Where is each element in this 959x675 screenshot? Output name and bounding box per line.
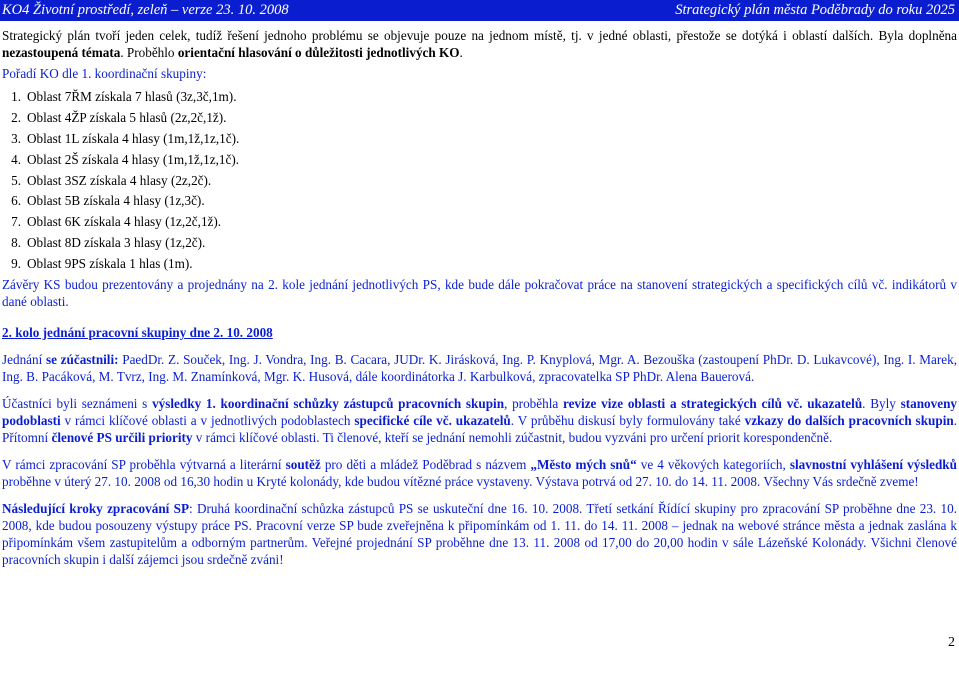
results-segment: . Byly bbox=[862, 396, 901, 412]
ranking-number: 9. bbox=[11, 256, 21, 272]
ranking-item bbox=[2, 88, 957, 105]
contest-segment: ve 4 věkových kategoriích, bbox=[636, 457, 790, 473]
attendees-paragraph bbox=[2, 351, 957, 385]
results-segment: výsledky 1. koordinační schůzky zástupců pracovních skupin bbox=[152, 396, 505, 412]
ranking-text: Oblast 2Š získala 4 hlasy (1m,1ž,1z,1č). bbox=[27, 151, 240, 167]
ranking-text: Oblast 1L získala 4 hlasy (1m,1ž,1z,1č). bbox=[27, 130, 240, 146]
contest-segment: soutěž bbox=[285, 457, 321, 473]
next-steps-paragraph bbox=[2, 500, 957, 568]
ranking-text: Oblast 8D získala 3 hlasy (1z,2č). bbox=[27, 235, 206, 251]
next-steps-segment: : Druhá koordinační schůzka zástupců PS se uskuteční dne 16. 10. 2008. Třetí setkání Řídící skupiny pro zpracování SP proběhne dne 23. 10. 2008, kde budou posouzeny výstupy práce PS. Pracovní verze SP bude zveřejněna k připomínkám od 1. 11. do 14. 11. 2008 – jednak na webové stránce města a jednak zaslána k připomínkám všem zastupitelům a odborným partnerům. Veřejné projednání SP proběhne dne 13. 11. 2008 od 17,00 do 20,00 hodin v sále Lázeňské Kolonády. Všichni členové pracovních skupin i další zájemci jsou srdečně zváni! bbox=[2, 501, 958, 568]
ranking-text: Oblast 3SZ získala 4 hlasy (2z,2č). bbox=[27, 172, 212, 188]
header-document-title: KO4 Životní prostředí, zeleň – verze 23. 10. 2008 bbox=[2, 2, 289, 18]
ranking-list bbox=[2, 88, 957, 272]
attendees-lead: Jednání bbox=[2, 352, 46, 368]
results-segment: v rámci klíčové oblasti. Ti členové, kteří se jednání nemohli zúčastnit, budou vyzváni pro určení priorit korespondenčně. bbox=[192, 430, 833, 446]
ranking-text: Oblast 6K získala 4 hlasy (1z,2č,1ž). bbox=[27, 214, 222, 230]
ranking-item bbox=[2, 130, 957, 147]
results-segment: stanoveny podoblasti bbox=[2, 396, 957, 429]
attendees-label: se zúčastnili: bbox=[45, 352, 119, 368]
ranking-item bbox=[2, 192, 957, 209]
results-segment: členové PS určili priority bbox=[51, 430, 193, 446]
results-segment: . V průběhu diskusí byly formulovány také bbox=[510, 413, 745, 429]
results-segment: , proběhla bbox=[504, 396, 563, 412]
ranking-item bbox=[2, 255, 957, 272]
header-plan-title: Strategický plán města Poděbrady do roku 2025 bbox=[675, 2, 955, 18]
intro-sentence-2a: Byla doplněna bbox=[878, 28, 957, 43]
ranking-number: 6. bbox=[11, 193, 21, 209]
ranking-number: 8. bbox=[11, 235, 21, 251]
contest-segment: pro děti a mládež Poděbrad s názvem bbox=[320, 457, 531, 473]
ranking-item bbox=[2, 172, 957, 189]
conclusions-paragraph: Závěry KS budou prezentovány a projednány na 2. kole jednání jednotlivých PS, kde bude dále pokračovat práce na stanovení strategických a specifických cílů vč. indikátorů v dané oblasti. bbox=[2, 277, 957, 310]
ranking-number: 3. bbox=[11, 130, 21, 146]
page-number: 2 bbox=[948, 635, 955, 650]
intro-sentence-2b: nezastoupená témata bbox=[2, 45, 121, 60]
document-body bbox=[2, 27, 957, 568]
contest-segment: slavnostní vyhlášení výsledků bbox=[789, 457, 957, 473]
ranking-text: Oblast 5B získala 4 hlasy (1z,3č). bbox=[27, 193, 205, 209]
ranking-number: 4. bbox=[11, 151, 21, 167]
results-segment: vzkazy do dalších pracovních skupin bbox=[744, 413, 954, 429]
results-paragraph bbox=[2, 395, 957, 446]
results-segment: specifické cíle vč. ukazatelů bbox=[354, 413, 511, 429]
ranking-number: 7. bbox=[11, 214, 21, 230]
results-segment: Účastníci byli seznámeni s bbox=[2, 396, 153, 412]
intro-sentence-2d: orientační hlasování o důležitosti jednotlivých KO bbox=[177, 45, 460, 60]
intro-line: Strategický plán tvoří jeden celek, tudíž řešení jednoho problému se objevuje pouze na jednom místě, tj. v jedné oblasti, přestože se dotýká i oblastí dalších. bbox=[2, 28, 874, 43]
meeting-heading: 2. kolo jednání pracovní skupiny dne 2. 10. 2008 bbox=[2, 325, 273, 341]
results-segment: revize vize oblasti a strategických cílů vč. ukazatelů bbox=[562, 396, 863, 412]
ranking-text: Oblast 7ŘM získala 7 hlasů (3z,3č,1m). bbox=[27, 89, 237, 104]
ranking-item bbox=[2, 109, 957, 126]
ranking-text: Oblast 9PS získala 1 hlas (1m). bbox=[27, 256, 193, 272]
intro-sentence-2c: . Proběhlo bbox=[120, 45, 178, 60]
order-heading: Pořadí KO dle 1. koordinační skupiny: bbox=[2, 66, 207, 81]
intro-sentence-2e: . bbox=[459, 45, 463, 60]
contest-paragraph bbox=[2, 456, 957, 490]
next-steps-segment: Následující kroky zpracování SP bbox=[2, 501, 190, 517]
intro-paragraph bbox=[2, 27, 957, 61]
results-segment: . Přítomní bbox=[2, 413, 957, 446]
page-header bbox=[0, 0, 959, 21]
ranking-item bbox=[2, 234, 957, 251]
ranking-number: 1. bbox=[11, 89, 21, 104]
ranking-item bbox=[2, 151, 957, 168]
ranking-text: Oblast 4ŽP získala 5 hlasů (2z,2č,1ž). bbox=[27, 109, 227, 125]
contest-segment: V rámci zpracování SP proběhla výtvarná a literární bbox=[2, 457, 286, 473]
ranking-number: 2. bbox=[11, 109, 21, 125]
contest-segment: „Město mých snů“ bbox=[530, 457, 637, 473]
contest-segment: proběhne v úterý 27. 10. 2008 od 16,30 hodin u Kryté kolonády, kde budou vítězné práce vystaveny. Výstava potrvá od 27. 10. do 14. 11. 2008. Všechny Vás srdečně zveme! bbox=[2, 474, 919, 490]
attendees-list: PaedDr. Z. Souček, Ing. J. Vondra, Ing. B. Cacara, JUDr. K. Jirásková, Ing. P. Knyplová, Mgr. A. Bezouška (zastoupení PhDr. D. Lukavcové), Ing. I. Marek, Ing. B. Pacáková, M. Tvrz, Ing. M. Znamínková, Mgr. K. Husová, dále koordinátorka J. Karbulková, zpracovatelka SP PhDr. Alena Bauerová. bbox=[2, 352, 957, 385]
results-segment: v rámci klíčové oblasti a v jednotlivých podoblastech bbox=[60, 413, 355, 429]
ranking-item bbox=[2, 213, 957, 230]
ranking-number: 5. bbox=[11, 172, 21, 188]
